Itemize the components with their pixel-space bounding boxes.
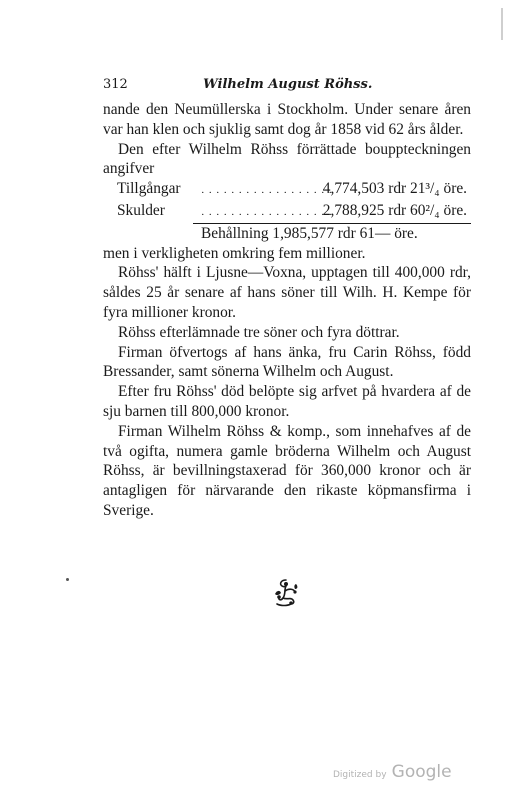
ledger-amount: 4,774,503 rdr 21³/₄ öre. — [322, 180, 467, 198]
paragraph: Röhss' hälft i Ljusne—Voxna, upptagen till 400,000 rdr, såldes 25 år senare af hans söner till Wilh. H. Kempe för fyra millioner kronor. — [103, 264, 471, 321]
dot-leader: . . . . . . . . . . . . . . . . . . — [201, 184, 333, 197]
dot-leader: . . . . . . . . . . . . . . . . . . — [201, 205, 333, 218]
page-edge-line — [501, 8, 503, 40]
ledger-amount: 2,788,925 rdr 60²/₄ öre. — [322, 201, 467, 219]
paragraph: Firman öfvertogs af hans änka, fru Carin Röhss, född Bressander, samt sönerna Wilhelm och August. — [103, 343, 471, 381]
floral-ornament-icon — [271, 576, 301, 608]
page-header — [103, 76, 423, 94]
paragraph: nande den Neumüllerska i Stockholm. Under senare åren var han klen och sjuklig samt dog år 1858 vid 62 års ålder. — [103, 101, 471, 138]
page-number: 312 — [103, 77, 128, 92]
paragraph: Efter fru Röhss' död belöpte sig arfvet på hvardera af de sju barnen till 800,000 kronor. — [103, 383, 471, 420]
ledger-row-balance — [103, 223, 471, 244]
ledger-label: Tillgångar — [117, 180, 181, 198]
ledger-total: Behållning 1,985,577 rdr 61— öre. — [193, 223, 471, 244]
running-title: Wilhelm August Röhss. — [203, 77, 373, 92]
inventory-ledger — [103, 179, 471, 243]
ledger-row-assets — [103, 179, 471, 201]
paragraph: Röhss efterlämnade tre söner och fyra döttrar. — [118, 323, 400, 341]
ledger-row-debts — [103, 201, 471, 223]
watermark-brand: Google — [391, 762, 452, 782]
paragraph: Firman Wilhelm Röhss & komp., som innehafves af de två ogifta, numera gamle bröderna Wilhelm och August Röhss, är bevillningstaxerad för 360,000 kronor och är antagligen för närvarande den rikaste köpmansfirma i Sverige. — [103, 422, 471, 519]
digitized-watermark — [333, 762, 452, 782]
paragraph: men i verkligheten omkring fem millioner. — [103, 244, 366, 262]
watermark-prefix: Digitized by — [333, 770, 387, 780]
ledger-label: Skulder — [117, 201, 165, 219]
paragraph: Den efter Wilhelm Röhss förrättade bouppteckningen angifver — [103, 140, 471, 178]
ink-speck — [66, 578, 69, 581]
body-text — [103, 100, 471, 521]
